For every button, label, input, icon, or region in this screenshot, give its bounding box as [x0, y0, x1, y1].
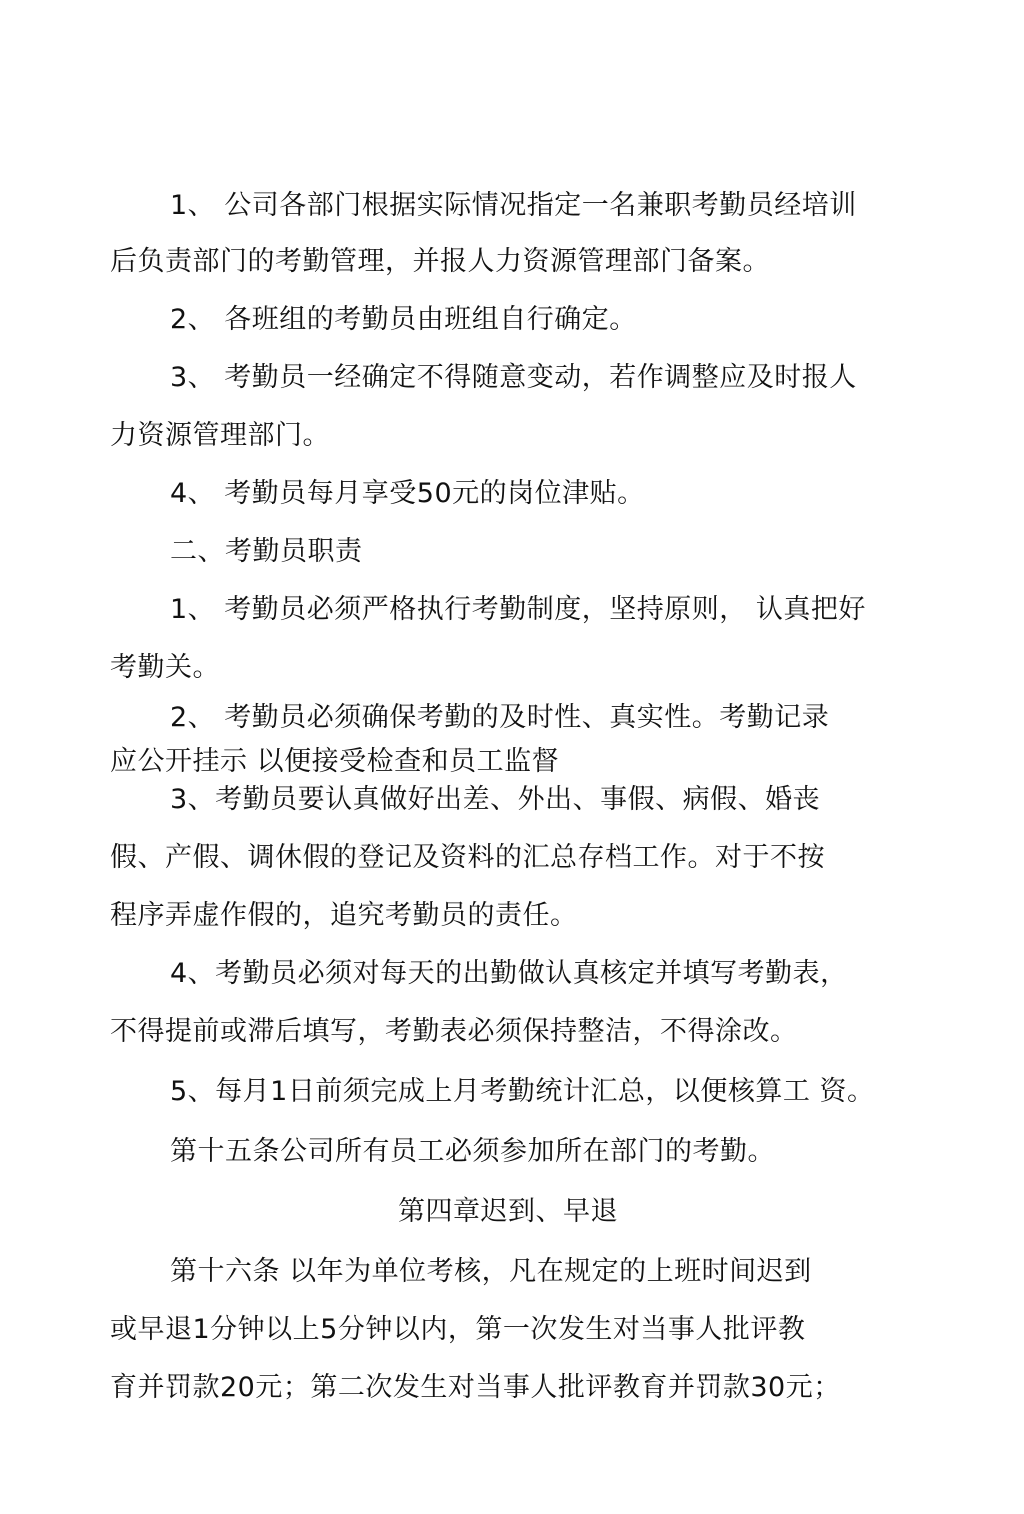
chapter-heading: 第四章迟到、早退 [398, 1196, 618, 1227]
paragraph-line: 4、 考勤员每月享受50元的岗位津贴。 [170, 478, 645, 509]
paragraph-line: 4、考勤员必须对每天的出勤做认真核定并填写考勤表， [170, 958, 848, 989]
paragraph-line: 考勤关。 [110, 652, 220, 683]
paragraph-line: 2、 各班组的考勤员由班组自行确定。 [170, 304, 637, 335]
paragraph-line: 2、 考勤员必须确保考勤的及时性、真实性。考勤记录 [170, 702, 830, 733]
paragraph-line: 应公开挂示 以便接受检查和员工监督 [110, 746, 560, 777]
article-line: 第十六条 以年为单位考核，凡在规定的上班时间迟到 [170, 1256, 812, 1287]
paragraph-line: 后负责部门的考勤管理，并报人力资源管理部门备案。 [110, 246, 770, 277]
paragraph-line: 假、产假、调休假的登记及资料的汇总存档工作。对于不按 [110, 842, 825, 873]
paragraph-line: 不得提前或滞后填写，考勤表必须保持整洁，不得涂改。 [110, 1016, 798, 1047]
section-heading: 二、考勤员职责 [170, 536, 363, 567]
article-line: 第十五条公司所有员工必须参加所在部门的考勤。 [170, 1136, 775, 1167]
paragraph-line: 3、考勤员要认真做好出差、外出、事假、病假、婚丧 [170, 784, 821, 815]
paragraph-line: 1、 公司各部门根据实际情况指定一名兼职考勤员经培训 [170, 190, 857, 221]
paragraph-line: 育并罚款20元；第二次发生对当事人批评教育并罚款30元； [110, 1372, 841, 1403]
paragraph-line: 3、 考勤员一经确定不得随意变动，若作调整应及时报人 [170, 362, 857, 393]
paragraph-line: 程序弄虚作假的，追究考勤员的责任。 [110, 900, 578, 931]
paragraph-line: 1、 考勤员必须严格执行考勤制度，坚持原则， 认真把好 [170, 594, 866, 625]
paragraph-line: 力资源管理部门。 [110, 420, 330, 451]
paragraph-line: 5、每月1日前须完成上月考勤统计汇总，以便核算工 资。 [170, 1076, 875, 1107]
paragraph-line: 或早退1分钟以上5分钟以内，第一次发生对当事人批评教 [110, 1314, 806, 1345]
